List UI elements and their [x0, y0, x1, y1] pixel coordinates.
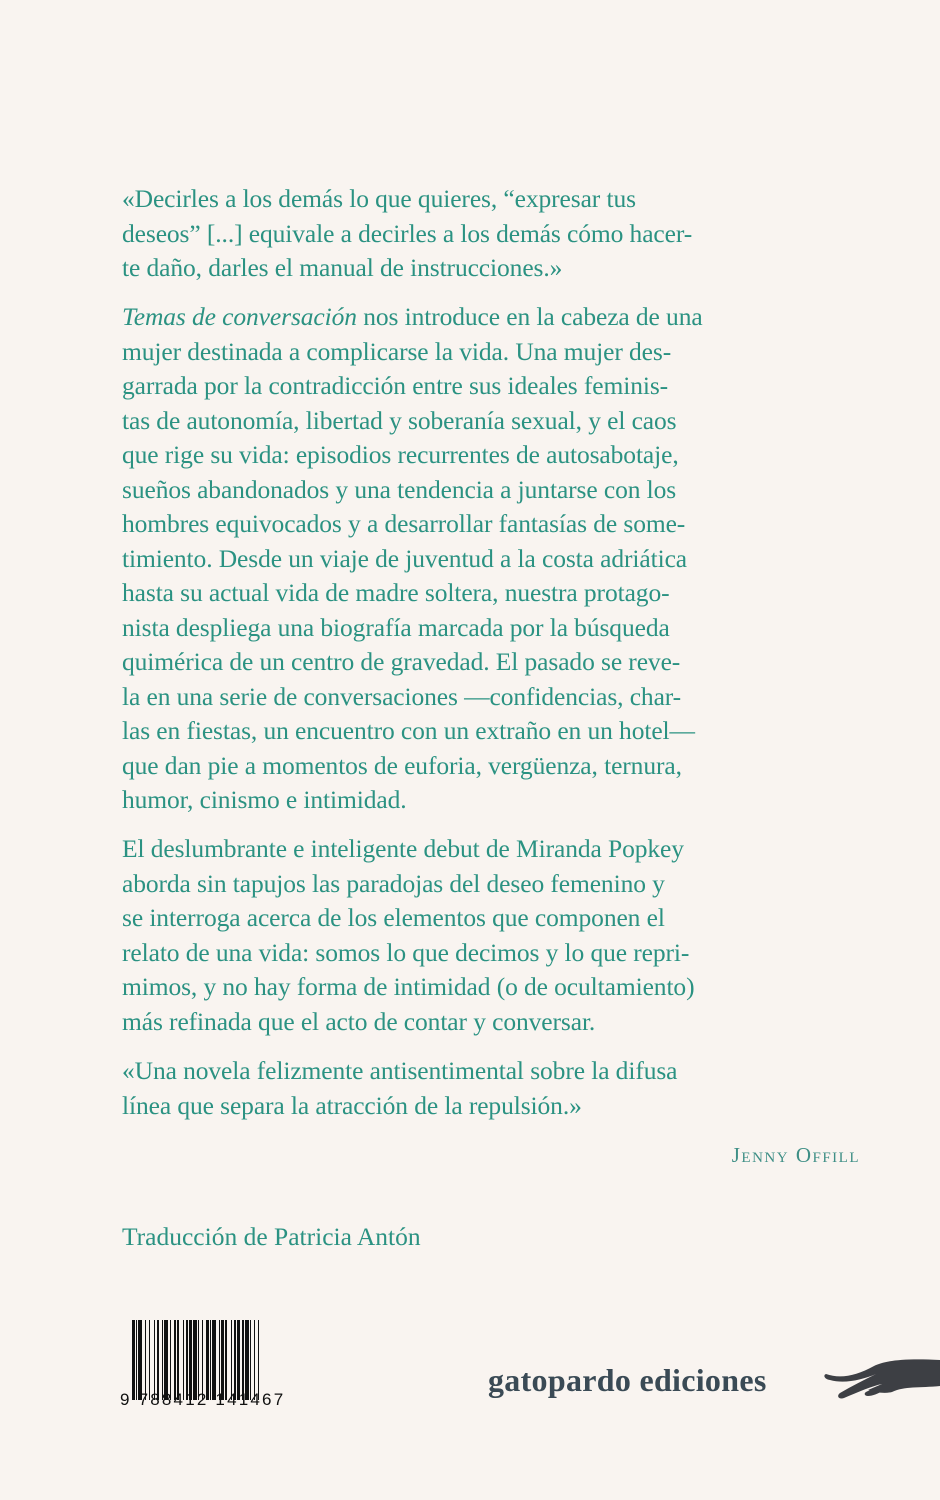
synopsis-line: nista despliega una biografía marcada por la búsqueda — [122, 612, 670, 642]
praise-line: relato de una vida: somos lo que decimos y lo que repri- — [122, 937, 690, 967]
isbn-barcode — [120, 1320, 305, 1412]
quote-line: te daño, darles el manual de instrucciones.» — [122, 253, 563, 282]
opening-quote — [122, 182, 862, 286]
synopsis-line: las en fiestas, un encuentro con un extraño en un hotel— — [122, 716, 695, 745]
synopsis-first-line — [122, 300, 862, 335]
translator-credit: Traducción de Patricia Antón — [122, 1222, 421, 1251]
synopsis-line: timiento. Desde un viaje de juventud a la costa adriática — [122, 543, 688, 573]
synopsis-line: garrada por la contradicción entre sus ideales feminis- — [122, 371, 669, 400]
synopsis-line: humor, cinismo e intimidad. — [122, 785, 407, 814]
praise-line: más refinada que el acto de contar y conversar. — [122, 1006, 596, 1036]
synopsis-line: que rige su vida: episodios recurrentes de autosabotaje, — [122, 440, 679, 469]
blurb-line: «Una novela felizmente antisentimental sobre la difusa — [122, 1056, 678, 1085]
isbn-digits: 9 788412 141467 — [120, 1390, 286, 1409]
blurb-line: línea que separa la atracción de la repulsión.» — [122, 1090, 582, 1120]
book-title: Temas de conversación — [122, 302, 357, 331]
praise-line: aborda sin tapujos las paradojas del deseo femenino y — [122, 868, 665, 898]
publisher-name: gatopardo ediciones — [488, 1362, 767, 1398]
synopsis-line: hombres equivocados y a desarrollar fantasías de some- — [122, 509, 686, 538]
quote-line: «Decirles a los demás lo que quieres, “expresar tus — [122, 184, 636, 213]
synopsis-line: mujer destinada a complicarse la vida. Una mujer des- — [122, 336, 672, 366]
praise-line: se interroga acerca de los elementos que componen el — [122, 903, 665, 932]
synopsis-line: quimérica de un centro de gravedad. El pasado se reve- — [122, 647, 681, 676]
praise-line: mimos, y no hay forma de intimidad (o de ocultamiento) — [122, 972, 695, 1001]
barcode-icon — [132, 1320, 302, 1400]
leaping-cat-icon — [822, 1352, 940, 1402]
quote-line: deseos” [...] equivale a decirles a los demás cómo hacer- — [122, 218, 693, 248]
praise-line: El deslumbrante e inteligente debut de Miranda Popkey — [122, 834, 684, 863]
synopsis-line: tas de autonomía, libertad y soberanía sexual, y el caos — [122, 405, 677, 435]
blurb-attribution: Jenny Offill — [731, 1143, 860, 1167]
synopsis-text: nos introduce en la cabeza de una — [356, 302, 703, 331]
synopsis-line: sueños abandonados y una tendencia a juntarse con los — [122, 474, 677, 504]
synopsis-line: que dan pie a momentos de euforia, vergüenza, ternura, — [122, 750, 682, 780]
blurb-quote — [122, 1054, 862, 1123]
synopsis-paragraph — [122, 300, 862, 818]
synopsis-line: la en una serie de conversaciones —confidencias, char- — [122, 681, 682, 711]
synopsis-line: hasta su actual vida de madre soltera, nuestra protago- — [122, 578, 670, 607]
praise-paragraph — [122, 832, 862, 1039]
